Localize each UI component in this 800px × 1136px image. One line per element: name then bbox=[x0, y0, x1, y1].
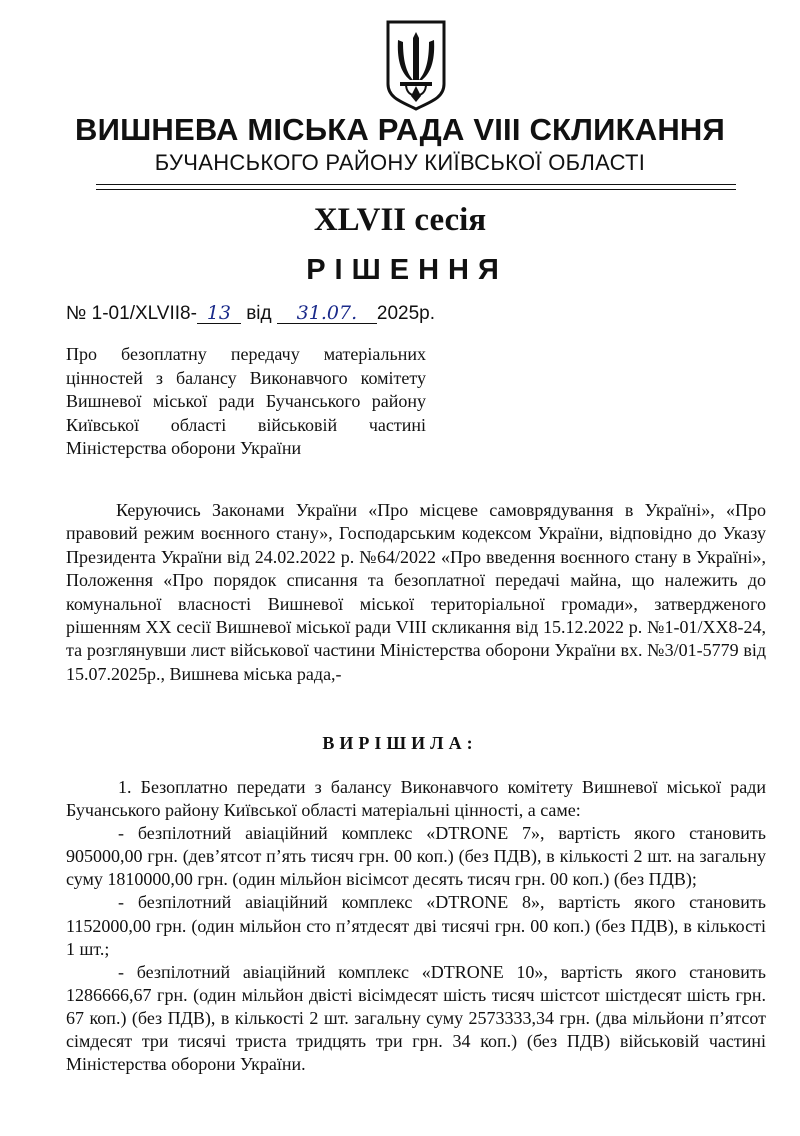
decision-number-line bbox=[66, 303, 435, 325]
decision-year: 2025р. bbox=[376, 303, 436, 324]
district-subtitle: БУЧАНСЬКОГО РАЙОНУ КИЇВСЬКОЇ ОБЛАСТІ bbox=[154, 150, 646, 175]
item-dtrone-8: - безпілотний авіаційний комплекс «DTRONE 8», вартість якого становить 1152000,00 грн. (один мільйон сто п’ятдесят дві тисячі грн. 00 коп.) (без ПДВ), в кількості 1 шт.; bbox=[66, 892, 766, 959]
coat-of-arms-icon bbox=[384, 18, 448, 112]
item-dtrone-10: - безпілотний авіаційний комплекс «DTRONE 10», вартість якого становить 1286666,67 грн. (один мільйон двісті вісімдесят шість тисяч шістсот шістдесят шість грн. 67 коп.) (без ПДВ), в кількості 2 шт. загальну суму 2573333,34 грн. (два мільйони п’ятсот сімдесят три тисячі триста тридцять три грн. 34 коп.) (без ПДВ) військовій частині Міністерства оборони України. bbox=[66, 961, 766, 1075]
preamble-paragraph: Керуючись Законами України «Про місцеве самоврядування в Україні», «Про правовий режим воєнного стану», Господарським кодексом України, відповідно до Указу Президента України від 24.02.2022 р. №64/2022 «Про введення воєнного стану в Україні», Положення «Про порядок списання та безоплатної передачі майна, що належить до комунальної власності Вишневої міської територіальної громади», затвердженого рішенням XX сесії Вишневої міської ради VIII скликання від 15.12.2022 р. №1-01/XX8-24, та розглянувши лист військової частини Міністерства оборони України вх. №3/01-5779 від 15.07.2025р., Вишнева міська рада,- bbox=[66, 500, 766, 684]
decision-subject: Про безоплатну передачу матеріальних цінностей з балансу Виконавчого комітету Вишневої міської ради Бучанського району Київської області військовій частині Міністерства оборони України bbox=[66, 344, 426, 458]
decision-title: РІШЕННЯ bbox=[306, 254, 508, 286]
header-divider-top bbox=[96, 184, 736, 185]
council-title: ВИШНЕВА МІСЬКА РАДА VIII СКЛИКАННЯ bbox=[75, 112, 725, 147]
header-divider-bottom bbox=[96, 189, 736, 190]
session-title: XLVII сесія bbox=[313, 202, 487, 238]
date-label: від bbox=[246, 303, 272, 324]
decision-date-handwritten: 31.07. bbox=[277, 303, 377, 324]
resolved-heading: ВИРІШИЛА: bbox=[322, 733, 478, 753]
resolution-items bbox=[66, 776, 766, 1076]
item-dtrone-7: - безпілотний авіаційний комплекс «DTRONE 7», вартість якого становить 905000,00 грн. (дев’ятсот п’ять тисяч грн. 00 коп.) (без ПДВ), в кількості 2 шт. на загальну суму 1810000,00 грн. (один мільйон вісімсот десять тисяч грн. 00 коп.) (без ПДВ); bbox=[66, 823, 766, 890]
decision-number-handwritten: 13 bbox=[197, 303, 241, 324]
item-1-paragraph: 1. Безоплатно передати з балансу Виконавчого комітету Вишневої міської ради Бучанського району Київської області матеріальні цінності, а саме: bbox=[66, 777, 766, 821]
decision-number-prefix: № 1-01/XLVII8- bbox=[66, 303, 197, 324]
